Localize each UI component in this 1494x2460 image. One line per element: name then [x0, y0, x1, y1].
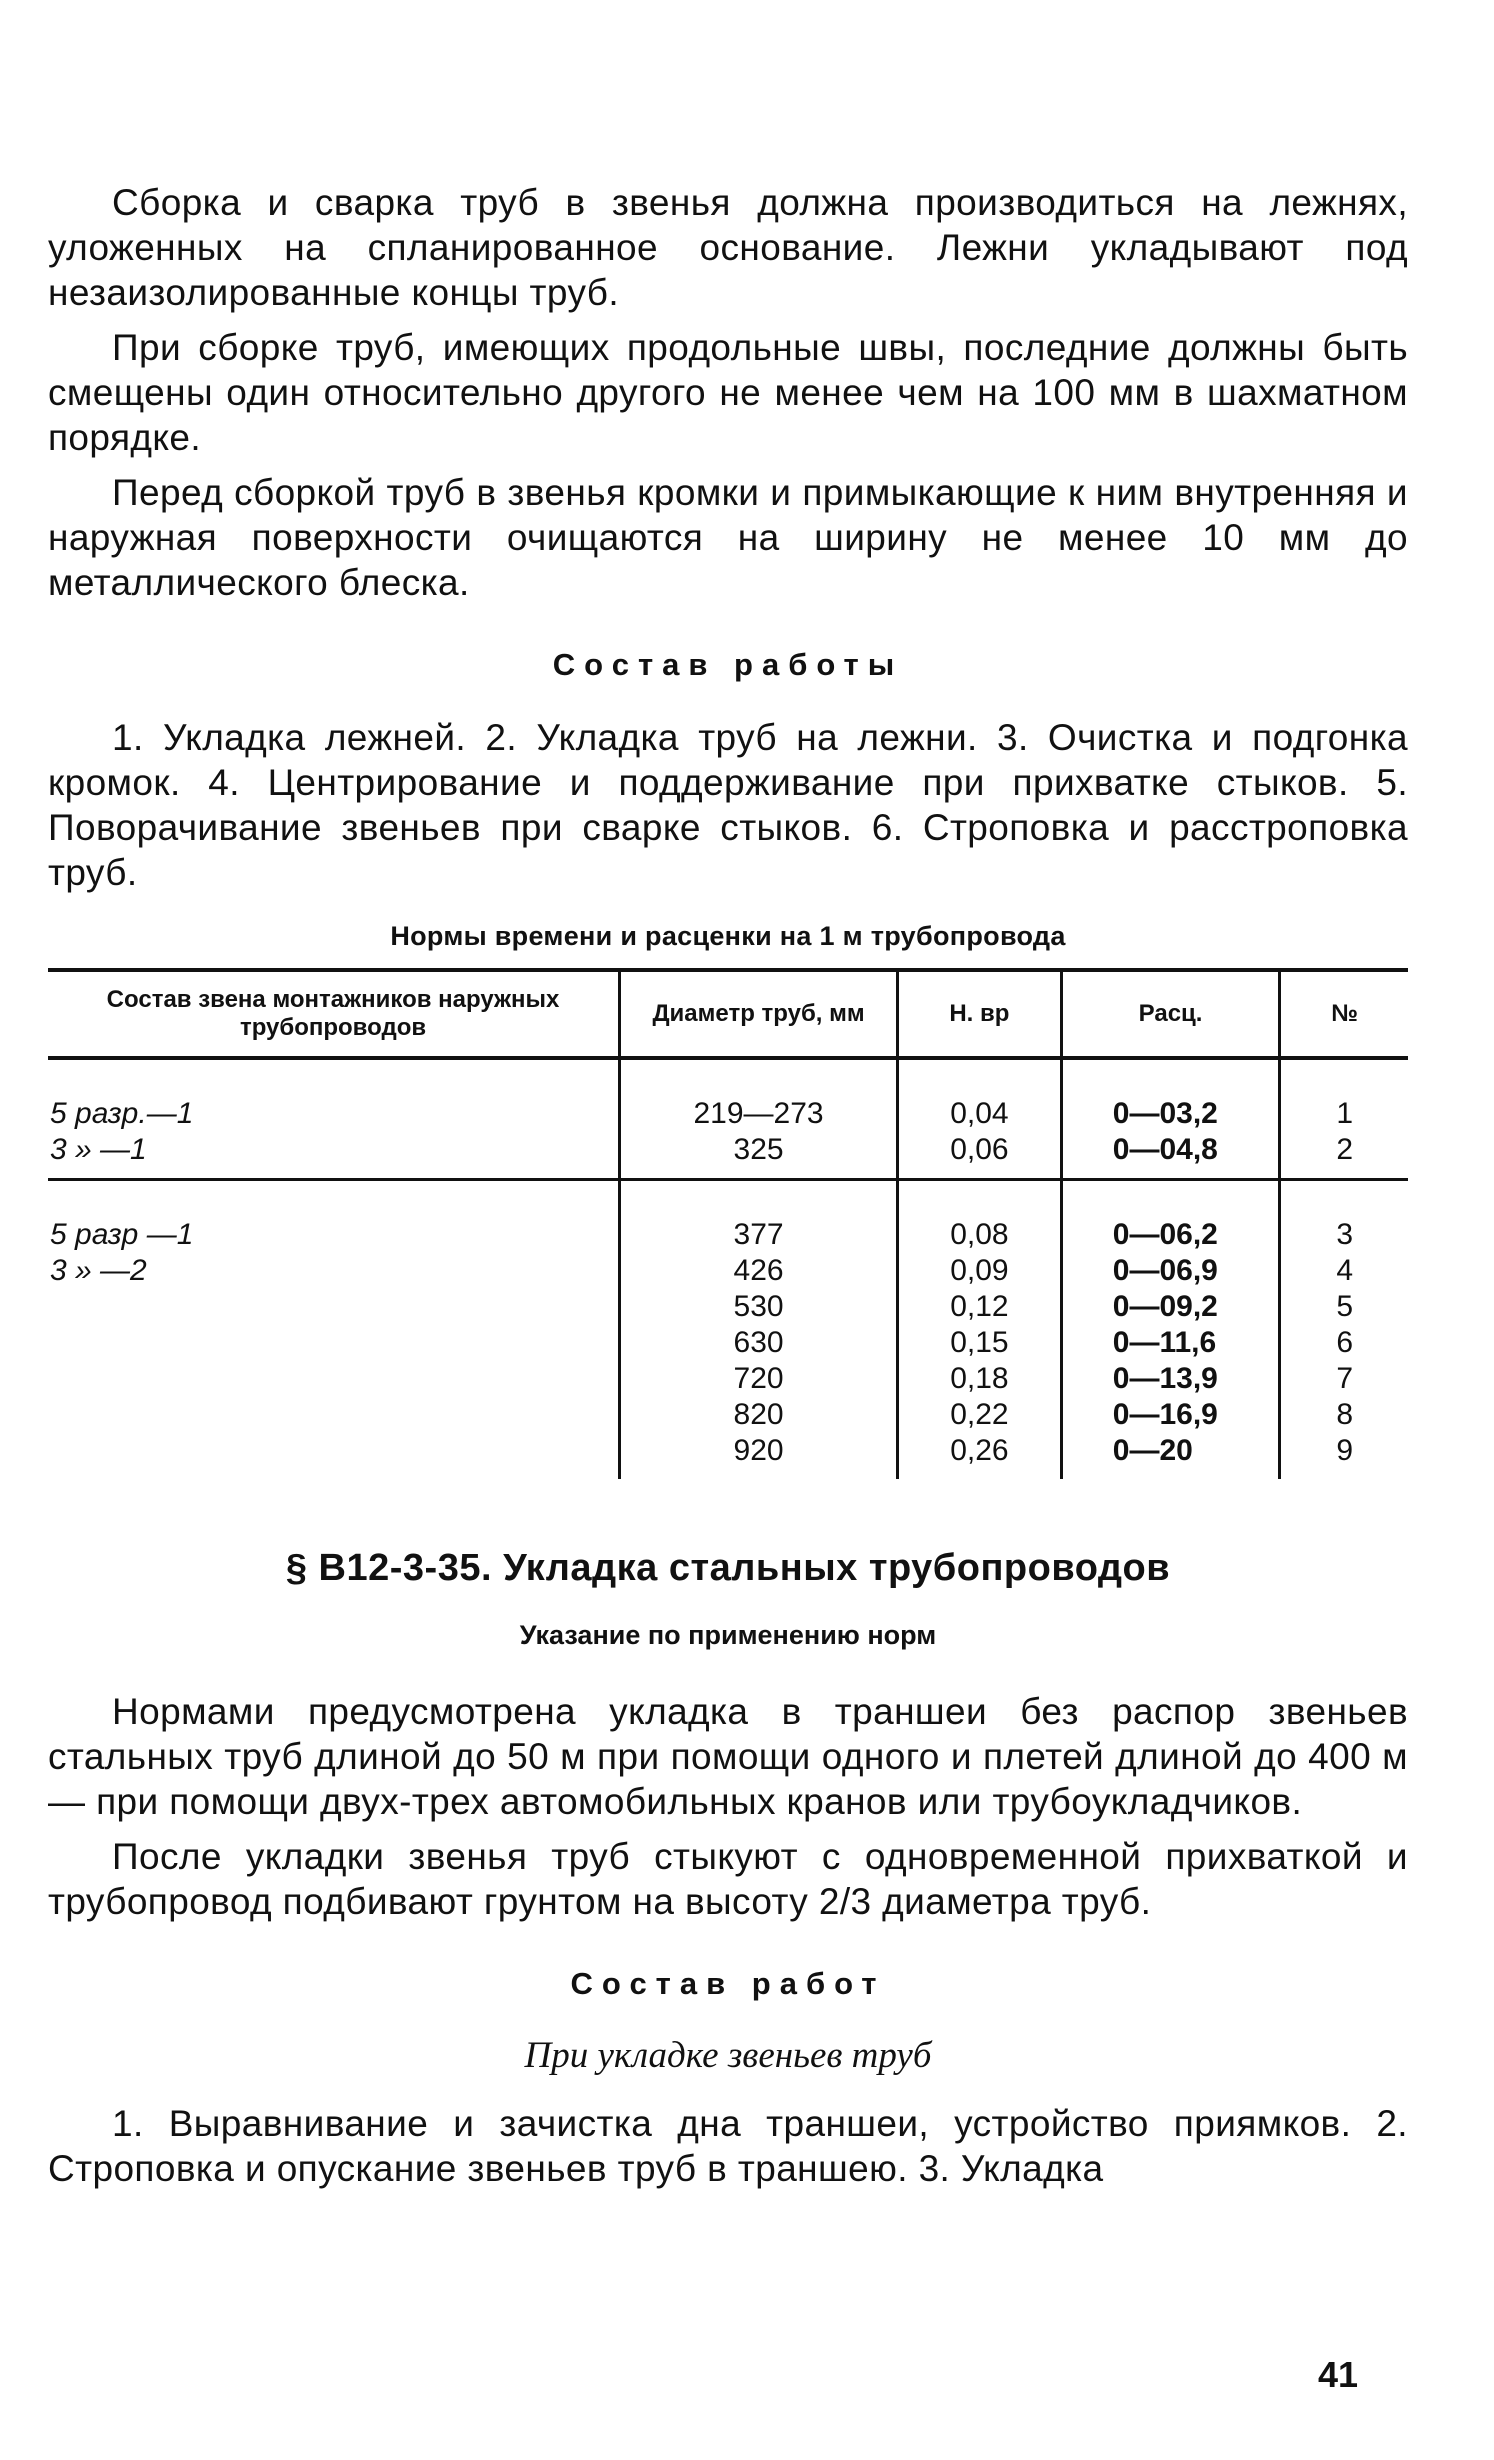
italic-subheading: При укладке звеньев труб	[524, 2035, 932, 2076]
time-norm-value: 0,08	[950, 1218, 1009, 1251]
time-norm-value: 0,09	[950, 1254, 1009, 1287]
intro-paragraph-1: Сборка и сварка труб в звенья должна производиться на лежнях, уложенных на спланированное основание. Лежни укладывают под незаизолированные концы труб.	[48, 182, 1408, 313]
rate-value: 0—04,8	[1112, 1133, 1218, 1166]
page-number: 41	[1318, 2354, 1359, 2395]
composition-text-2: 1. Выравнивание и зачистка дна траншеи, устройство приямков. 2. Строповка и опускание звеньев труб в траншею. 3. Укладка	[48, 2103, 1408, 2189]
number-cell	[1280, 1058, 1408, 1180]
rate-value: 0—06,2	[1112, 1218, 1218, 1251]
row-number: 8	[1336, 1398, 1354, 1431]
rate-value: 0—06,9	[1112, 1254, 1218, 1287]
time-norm-value: 0,06	[950, 1133, 1009, 1166]
header-number: №	[1280, 970, 1408, 1058]
row-number: 3	[1336, 1218, 1354, 1251]
rate-value: 0—09,2	[1112, 1290, 1218, 1323]
table-row	[48, 1180, 1408, 1480]
composition-heading-2: Состав работ	[570, 1966, 886, 2001]
section-paragraph-2: После укладки звенья труб стыкуют с одновременной прихваткой и трубопровод подбивают грунтом на высоту 2/3 диаметра труб.	[48, 1836, 1408, 1922]
diameter-value: 920	[733, 1434, 784, 1467]
rate-value: 0—13,9	[1112, 1362, 1218, 1395]
time-norm-value: 0,04	[950, 1097, 1009, 1130]
table-header-row	[48, 970, 1408, 1058]
crew-line: 3 » —2	[50, 1254, 147, 1287]
time-norm-value: 0,18	[950, 1362, 1009, 1395]
section-subtitle: Указание по применению норм	[519, 1620, 937, 1650]
crew-line: 5 разр.—1	[50, 1097, 194, 1130]
time-norm-value: 0,26	[950, 1434, 1009, 1467]
crew-line: 3 » —1	[50, 1133, 147, 1166]
diameter-value: 426	[733, 1254, 784, 1287]
intro-paragraph-3: Перед сборкой труб в звенья кромки и примыкающие к ним внутренняя и наружная поверхности очищаются на ширину не менее 10 мм до металлического блеска.	[48, 472, 1408, 603]
time-norm-cell	[898, 1058, 1062, 1180]
diameter-cell	[620, 1180, 898, 1480]
number-cell	[1280, 1180, 1408, 1480]
header-rate: Расц.	[1061, 970, 1280, 1058]
table-group-2	[48, 1180, 1408, 1480]
rate-cell	[1061, 1058, 1280, 1180]
diameter-value: 377	[733, 1218, 784, 1251]
table-group-1	[48, 1058, 1408, 1180]
row-number: 5	[1336, 1290, 1354, 1323]
row-number: 7	[1336, 1362, 1354, 1395]
crew-cell	[48, 1180, 620, 1480]
rate-value: 0—11,6	[1112, 1326, 1217, 1359]
header-time-norm: Н. вр	[898, 970, 1062, 1058]
time-norm-value: 0,12	[950, 1290, 1009, 1323]
row-number: 2	[1336, 1133, 1354, 1166]
crew-line: 5 разр —1	[50, 1218, 194, 1251]
row-number: 4	[1336, 1254, 1354, 1287]
rate-cell	[1061, 1180, 1280, 1480]
page-content	[48, 180, 1408, 2201]
section-title: § В12-3-35. Укладка стальных трубопроводов	[285, 1547, 1171, 1589]
header-crew: Состав звена монтажников наружных трубопроводов	[48, 970, 620, 1058]
composition-text-1: 1. Укладка лежней. 2. Укладка труб на лежни. 3. Очистка и подгонка кромок. 4. Центрирование и поддерживание при прихватке стыков. 5. Поворачивание звеньев при сварке стыков. 6. Строповка и расстроповка труб.	[48, 717, 1408, 893]
header-diameter: Диаметр труб, мм	[620, 970, 898, 1058]
rate-value: 0—16,9	[1112, 1398, 1218, 1431]
diameter-cell	[620, 1058, 898, 1180]
rate-value: 0—03,2	[1112, 1097, 1218, 1130]
row-number: 9	[1336, 1434, 1354, 1467]
intro-paragraph-2: При сборке труб, имеющих продольные швы, последние должны быть смещены один относительно другого не менее чем на 100 мм в шахматном порядке.	[48, 327, 1408, 458]
time-norm-value: 0,15	[950, 1326, 1009, 1359]
time-norm-cell	[898, 1180, 1062, 1480]
diameter-value: 630	[733, 1326, 784, 1359]
time-norm-value: 0,22	[950, 1398, 1009, 1431]
diameter-value: 720	[733, 1362, 784, 1395]
diameter-value: 325	[733, 1133, 784, 1166]
table-caption: Нормы времени и расценки на 1 м трубопровода	[390, 921, 1066, 951]
rate-value: 0—20	[1112, 1434, 1193, 1467]
diameter-value: 530	[733, 1290, 784, 1323]
section-paragraph-1: Нормами предусмотрена укладка в траншеи без распор звеньев стальных труб длиной до 50 м при помощи одного и плетей длиной до 400 м — при помощи двух-трех автомобильных кранов или трубоукладчиков.	[48, 1691, 1408, 1822]
diameter-value: 820	[733, 1398, 784, 1431]
composition-heading-1: Состав работы	[552, 647, 904, 682]
table-row	[48, 1058, 1408, 1180]
row-number: 1	[1336, 1097, 1354, 1130]
diameter-value: 219—273	[693, 1097, 824, 1130]
crew-cell	[48, 1058, 620, 1180]
row-number: 6	[1336, 1326, 1354, 1359]
norms-table	[48, 968, 1408, 1479]
